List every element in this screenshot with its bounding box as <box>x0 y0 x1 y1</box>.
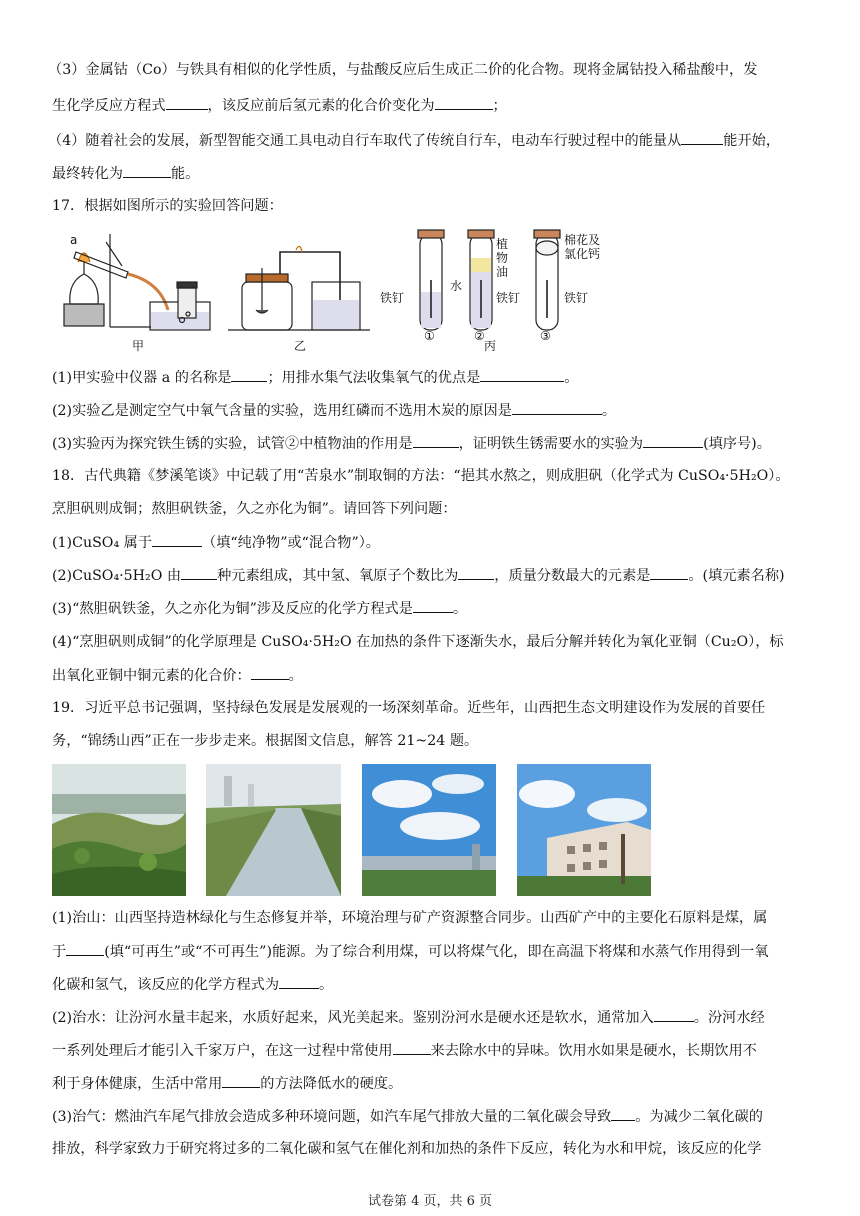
answer-blank[interactable] <box>681 130 723 145</box>
oil-label-3: 油 <box>496 265 509 279</box>
fig-label-yi: 乙 <box>294 339 307 353</box>
page-footer: 试卷第 4 页，共 6 页 <box>367 1194 493 1209</box>
q18-sub4-line2: 出氧化亚铜中铜元素的化合价： 。 <box>52 665 812 686</box>
answer-blank[interactable] <box>458 565 494 580</box>
q19-sub2-line2: 一系列处理后才能引入千家万户，在这一过程中常使用 来去除水中的异味。饮用水如果是硬水，长期饮用不 <box>52 1040 812 1061</box>
q18-sub2: (2)CuSO₄·5H₂O 由 种元素组成，其中氢、氧原子个数比为 ，质量分数最大的元素是 。(填元素名称) <box>52 565 812 586</box>
q17-sub1: (1)甲实验中仪器 a 的名称是 ；用排水集气法收集氧气的优点是 。 <box>52 367 812 388</box>
q18-stem-line2: 烹胆矾则成铜；熬胆矾铁釜，久之亦化为铜”。请回答下列问题： <box>52 501 457 517</box>
q16-part3-line2: 生化学反应方程式 ，该反应前后氢元素的化合价变化为 ； <box>52 95 812 116</box>
answer-blank[interactable] <box>393 1040 431 1055</box>
q19-sub3-line1: (3)治气：燃油汽车尾气排放会造成多种环境问题，如汽车尾气排放大量的二氧化碳会导致 。为减少二氧化碳的 <box>52 1106 812 1127</box>
tube-label-3: ③ <box>540 329 551 343</box>
q19-sub1-line3: 化碳和氢气，该反应的化学方程式为 。 <box>52 974 812 995</box>
answer-blank[interactable] <box>650 565 688 580</box>
q17-sub2: (2)实验乙是测定空气中氧气含量的实验，选用红磷而不选用木炭的原因是 。 <box>52 400 812 421</box>
q19-sub2-line1: (2)治水：让汾河水量丰起来，水质好起来，风光美起来。鉴别汾河水是硬水还是软水，通常加入 。汾河水经 <box>52 1007 812 1028</box>
oil-label-2: 物 <box>496 251 509 265</box>
nail-label-3: 铁钉 <box>564 291 589 305</box>
answer-blank[interactable] <box>181 565 217 580</box>
answer-blank[interactable] <box>166 95 208 110</box>
answer-blank[interactable] <box>66 941 104 956</box>
fig-label-bing: 丙 <box>484 339 497 353</box>
cotton-label-1: 棉花及 <box>564 233 601 247</box>
q19-sub1-line1: (1)治山：山西坚持造林绿化与生态修复并举，环境治理与矿产资源整合同步。山西矿产中的主要化石原料是煤，属 <box>52 910 768 926</box>
q16-part4-line1: （4）随着社会的发展，新型智能交通工具电动自行车取代了传统自行车，电动车行驶过程中的能量从 能开始， <box>48 130 808 151</box>
photo-mountain-forest <box>52 764 186 896</box>
q18-sub3: (3)“熬胆矾铁釜，久之亦化为铜”涉及反应的化学方程式是 。 <box>52 598 812 619</box>
q17-stem: 17．根据如图所示的实验回答问题： <box>52 198 283 214</box>
answer-blank[interactable] <box>480 367 564 382</box>
q19-sub3-line2: 排放，科学家致力于研究将过多的二氧化碳和氢气在催化剂和加热的条件下反应，转化为水和甲烷，该反应的化学 <box>52 1141 762 1157</box>
answer-blank[interactable] <box>152 532 202 547</box>
tube-label-2: ② <box>474 329 485 343</box>
photo-blue-sky-city <box>362 764 496 896</box>
q16-part3-line1: （3）金属钴（Co）与铁具有相似的化学性质，与盐酸反应后生成正二价的化合物。现将金属钴投入稀盐酸中，发 <box>48 62 758 78</box>
answer-blank[interactable] <box>413 598 453 613</box>
instrument-a-label: a <box>70 233 78 247</box>
q17-sub3: (3)实验丙为探究铁生锈的实验，试管②中植物油的作用是 ，证明铁生锈需要水的实验为 (填序号)。 <box>52 433 812 454</box>
answer-blank[interactable] <box>413 433 459 448</box>
q19-stem-line2: 务，“锦绣山西”正在一步步走来。根据图文信息，解答 21~24 题。 <box>52 733 479 749</box>
q19-stem-line1: 19．习近平总书记强调，坚持绿色发展是发展观的一场深刻革命。近些年，山西把生态文明建设作为发展的首要任 <box>52 700 766 716</box>
answer-blank[interactable] <box>643 433 703 448</box>
cotton-label-2: 氯化钙 <box>564 247 601 261</box>
answer-blank[interactable] <box>222 1073 260 1088</box>
q18-sub1: (1)CuSO₄ 属于 （填“纯净物”或“混合物”）。 <box>52 532 812 553</box>
water-label: 水 <box>450 279 463 293</box>
q18-stem-line1: 18．古代典籍《梦溪笔谈》中记载了用“苦泉水”制取铜的方法：“挹其水熬之，则成胆矾（化学式为 CuSO₄·5H₂O）。 <box>52 468 790 484</box>
fig-label-jia: 甲 <box>132 339 145 353</box>
answer-blank[interactable] <box>512 400 602 415</box>
q17-experiment-figure <box>50 222 620 354</box>
nail-label-1: 铁钉 <box>380 291 405 305</box>
q19-sub1-line2: 于 (填“可再生”或“不可再生”)能源。为了综合利用煤，可以将煤气化，即在高温下将煤和水蒸气作用得到一氧 <box>52 941 812 962</box>
nail-label-2: 铁钉 <box>496 291 521 305</box>
answer-blank[interactable] <box>251 665 289 680</box>
photo-residential-building <box>517 764 651 896</box>
answer-blank[interactable] <box>231 367 267 382</box>
q16-part4-line2: 最终转化为 能。 <box>52 163 812 184</box>
answer-blank[interactable] <box>654 1007 694 1022</box>
oil-label-1: 植 <box>496 237 509 251</box>
tube-label-1: ① <box>424 329 435 343</box>
answer-blank[interactable] <box>279 974 319 989</box>
answer-blank[interactable] <box>435 95 493 110</box>
answer-blank[interactable] <box>611 1106 635 1121</box>
q18-sub4-line1: (4)“烹胆矾则成铜”的化学原理是 CuSO₄·5H₂O 在加热的条件下逐渐失水，最后分解并转化为氧化亚铜（Cu₂O），标 <box>52 634 784 650</box>
photo-river <box>206 764 341 896</box>
q19-sub2-line3: 利于身体健康，生活中常用 的方法降低水的硬度。 <box>52 1073 812 1094</box>
answer-blank[interactable] <box>123 163 171 178</box>
